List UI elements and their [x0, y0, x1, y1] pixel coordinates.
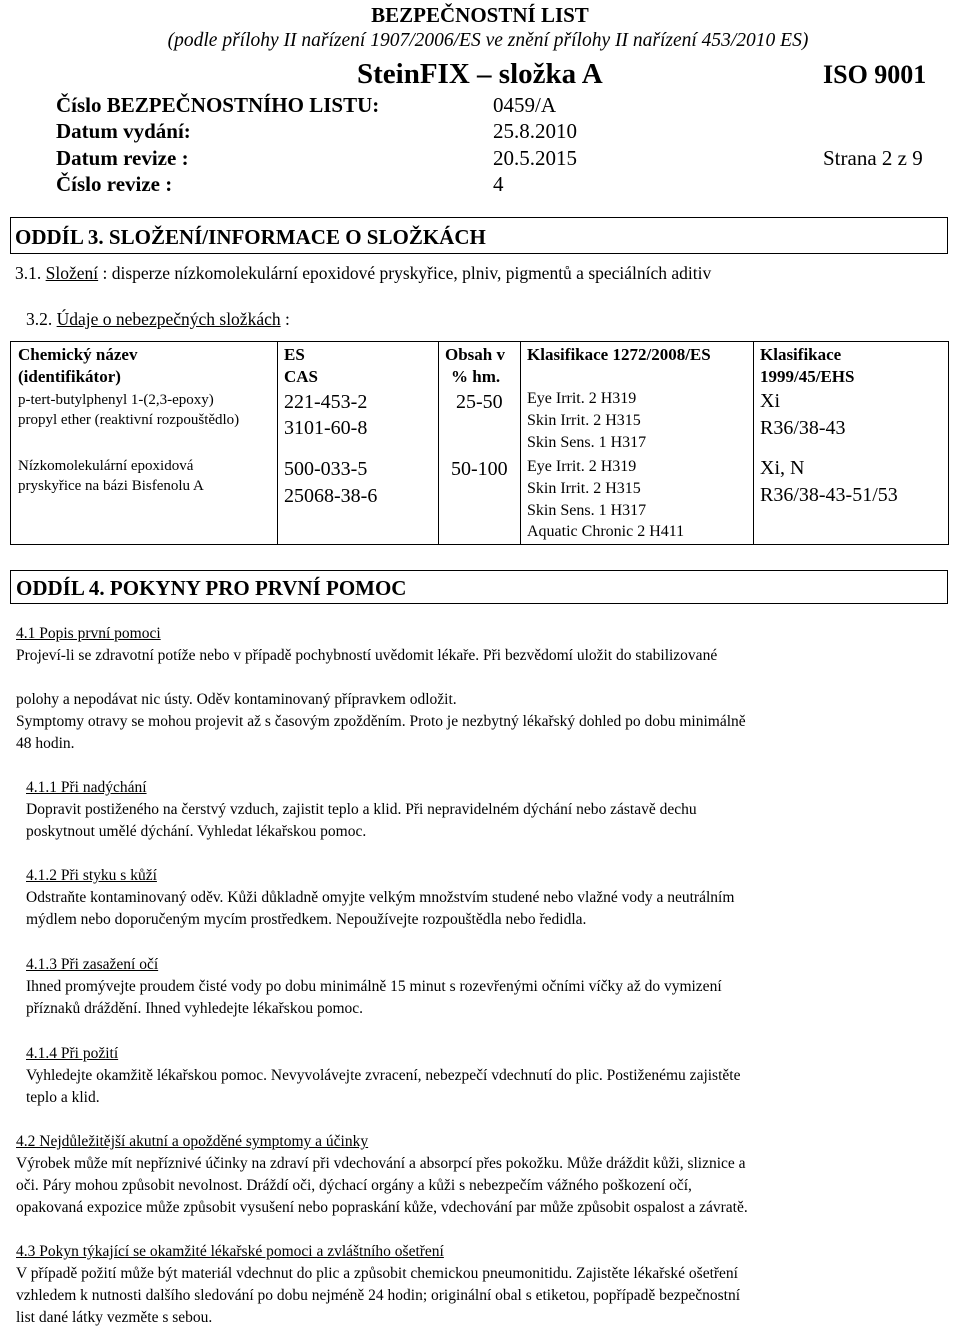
header-es: ES — [284, 345, 305, 364]
header-name-1: Chemický název — [18, 345, 138, 364]
row1-clp-1: Eye Irrit. 2 H319 — [527, 390, 637, 407]
revision-number: 4 — [493, 172, 504, 196]
s41-line-4: 48 hodin. — [16, 735, 75, 752]
s412-title: 4.1.2 Při styku s kůží — [26, 867, 157, 884]
row2-clp-2: Skin Irrit. 2 H315 — [527, 480, 641, 497]
issue-date: 25.8.2010 — [493, 119, 577, 143]
s43-title: 4.3 Pokyn týkající se okamžité lékařské pomoci a zvláštního ošetření — [16, 1243, 444, 1260]
row1-name-1: p-tert-butylphenyl 1-(2,3-epoxy) — [18, 392, 214, 408]
row1-content: 25-50 — [456, 391, 503, 413]
s414-title: 4.1.4 Při požití — [26, 1045, 119, 1062]
row1-name-2: propyl ether (reaktivní rozpouštědlo) — [18, 412, 240, 428]
s43-line-1: V případě požití může být materiál vdechnut do plic a způsobit chemickou pneumonitidu. Zajistěte lékařské ošetření — [16, 1265, 738, 1282]
s41-line-1: Projeví-li se zdravotní potíže nebo v případě pochybností uvědomit lékaře. Při bezvědomí uložit do stabilizované — [16, 647, 718, 664]
row2-dsd-1: Xi, N — [760, 457, 805, 479]
revision-date-label: Datum revize : — [56, 146, 189, 170]
composition-number: 3.1. — [15, 263, 42, 283]
header-clp: Klasifikace 1272/2008/ES — [527, 345, 711, 364]
composition-label: Složení — [45, 263, 99, 283]
row1-dsd-1: Xi — [760, 390, 780, 412]
row2-clp-1: Eye Irrit. 2 H319 — [527, 458, 637, 475]
composition-line — [15, 263, 711, 284]
section3-title: ODDÍL 3. SLOŽENÍ/INFORMACE O SLOŽKÁCH — [15, 225, 486, 249]
s42-line-2: oči. Páry mohou způsobit nevolnost. Dráždí oči, dýchací orgány a kůži s nebezpečím vážného poškození očí, — [16, 1177, 692, 1194]
row2-cas: 25068-38-6 — [284, 485, 378, 507]
table-row — [11, 342, 949, 545]
s42-line-1: Výrobek může mít nepříznivé účinky na zdraví při vdechování a absorpcí přes pokožku. Může dráždit kůži, sliznice a — [16, 1155, 746, 1172]
hazardous-number: 3.2. — [26, 309, 53, 329]
s42-title: 4.2 Nejdůležitější akutní a opožděné symptomy a účinky — [16, 1133, 369, 1150]
s414-line-2: teplo a klid. — [26, 1089, 100, 1106]
page-indicator: Strana 2 z 9 — [823, 146, 923, 170]
header-dsd-2: 1999/45/EHS — [760, 367, 855, 386]
document-title: BEZPEČNOSTNÍ LIST — [371, 3, 589, 27]
product-name: SteinFIX – složka A — [357, 58, 603, 90]
s411-line-1: Dopravit postiženého na čerstvý vzduch, zajistit teplo a klid. Při nepravidelném dýchání nebo zástavě dechu — [26, 801, 697, 818]
sheet-number-label: Číslo BEZPEČNOSTNÍHO LISTU: — [56, 93, 380, 117]
iso-label: ISO 9001 — [823, 60, 927, 89]
row2-clp-3: Skin Sens. 1 H317 — [527, 502, 647, 519]
header-dsd-1: Klasifikace — [760, 345, 842, 364]
section3-header-box — [10, 217, 948, 254]
s42-line-3: opakovaná expozice může způsobit vysušení nebo popraskání kůže, vdechování par může způsobit ospalost a závratě. — [16, 1199, 748, 1216]
hazardous-label: Údaje o nebezpečných složkách — [56, 309, 281, 329]
row1-dsd-2: R36/38-43 — [760, 417, 846, 439]
composition-text: : disperze nízkomolekulární epoxidové pryskyřice, plniv, pigmentů a speciálních aditiv — [102, 263, 712, 283]
s43-line-3: list dané látky vezměte s sebou. — [16, 1309, 213, 1326]
section4-header-box — [10, 570, 948, 604]
section4-title: ODDÍL 4. POKYNY PRO PRVNÍ POMOC — [16, 576, 407, 600]
row2-clp-4: Aquatic Chronic 2 H411 — [527, 523, 685, 540]
row1-clp-3: Skin Sens. 1 H317 — [527, 434, 647, 451]
s413-line-2: příznaků dráždění. Ihned vyhledejte lékařskou pomoc. — [26, 1000, 364, 1017]
s412-line-2: mýdlem nebo doporučeným mycím prostředkem. Nepoužívejte rozpouštědla nebo ředidla. — [26, 911, 587, 928]
header-content-2: % hm. — [451, 367, 501, 386]
s413-line-1: Ihned promývejte proudem čisté vody po dobu minimálně 15 minut s rozevřenými očními víčky až do vymizení — [26, 978, 722, 995]
dsd-column — [754, 342, 949, 545]
s414-line-1: Vyhledejte okamžitě lékařskou pomoc. Nevyvolávejte zvracení, nebezpečí vdechnutí do plic. Postiženému zajistěte — [26, 1067, 741, 1084]
hazardous-colon: : — [285, 309, 290, 329]
s41-line-3: Symptomy otravy se mohou projevit až s časovým zpožděním. Proto je nezbytný lékařský dohled po dobu minimálně — [16, 713, 746, 730]
sheet-number: 0459/A — [493, 93, 556, 117]
row1-clp-2: Skin Irrit. 2 H315 — [527, 412, 641, 429]
row2-dsd-2: R36/38-43-51/53 — [760, 484, 898, 506]
s43-line-2: vzhledem k nutnosti dalšího sledování po dobu nejméně 24 hodin; originální obal s etiketou, popřípadě bezpečnostní — [16, 1287, 741, 1304]
revision-date: 20.5.2015 — [493, 146, 577, 170]
s41-title: 4.1 Popis první pomoci — [16, 625, 161, 642]
composition-table — [10, 341, 949, 545]
s412-line-1: Odstraňte kontaminovaný oděv. Kůži důkladně omyjte velkým množstvím studené nebo vlažné vody a neutrálním — [26, 889, 735, 906]
clp-column — [521, 342, 754, 545]
issue-date-label: Datum vydání: — [56, 119, 191, 143]
s411-title: 4.1.1 Při nadýchání — [26, 779, 147, 796]
row1-es: 221-453-2 — [284, 391, 368, 413]
s41-line-2: polohy a nepodávat nic ústy. Oděv kontaminovaný přípravkem odložit. — [16, 691, 457, 708]
row2-content: 50-100 — [451, 458, 508, 480]
es-cas-column — [278, 342, 439, 545]
revision-number-label: Číslo revize : — [56, 172, 173, 196]
row2-name-2: pryskyřice na bázi Bisfenolu A — [18, 478, 204, 494]
header-cas: CAS — [284, 367, 319, 386]
row1-cas: 3101-60-8 — [284, 417, 368, 439]
document-subtitle: (podle přílohy II nařízení 1907/2006/ES ve znění přílohy II nařízení 453/2010 ES) — [167, 30, 809, 51]
header-name-2: (identifikátor) — [18, 367, 121, 386]
row2-name-1: Nízkomolekulární epoxidová — [18, 458, 194, 474]
header-content-1: Obsah v — [445, 345, 505, 364]
s411-line-2: poskytnout umělé dýchání. Vyhledat lékařskou pomoc. — [26, 823, 367, 840]
hazardous-components-heading — [26, 309, 290, 330]
name-column — [11, 342, 278, 545]
content-column — [439, 342, 521, 545]
row2-es: 500-033-5 — [284, 458, 368, 480]
s413-title: 4.1.3 Při zasažení očí — [26, 956, 159, 973]
